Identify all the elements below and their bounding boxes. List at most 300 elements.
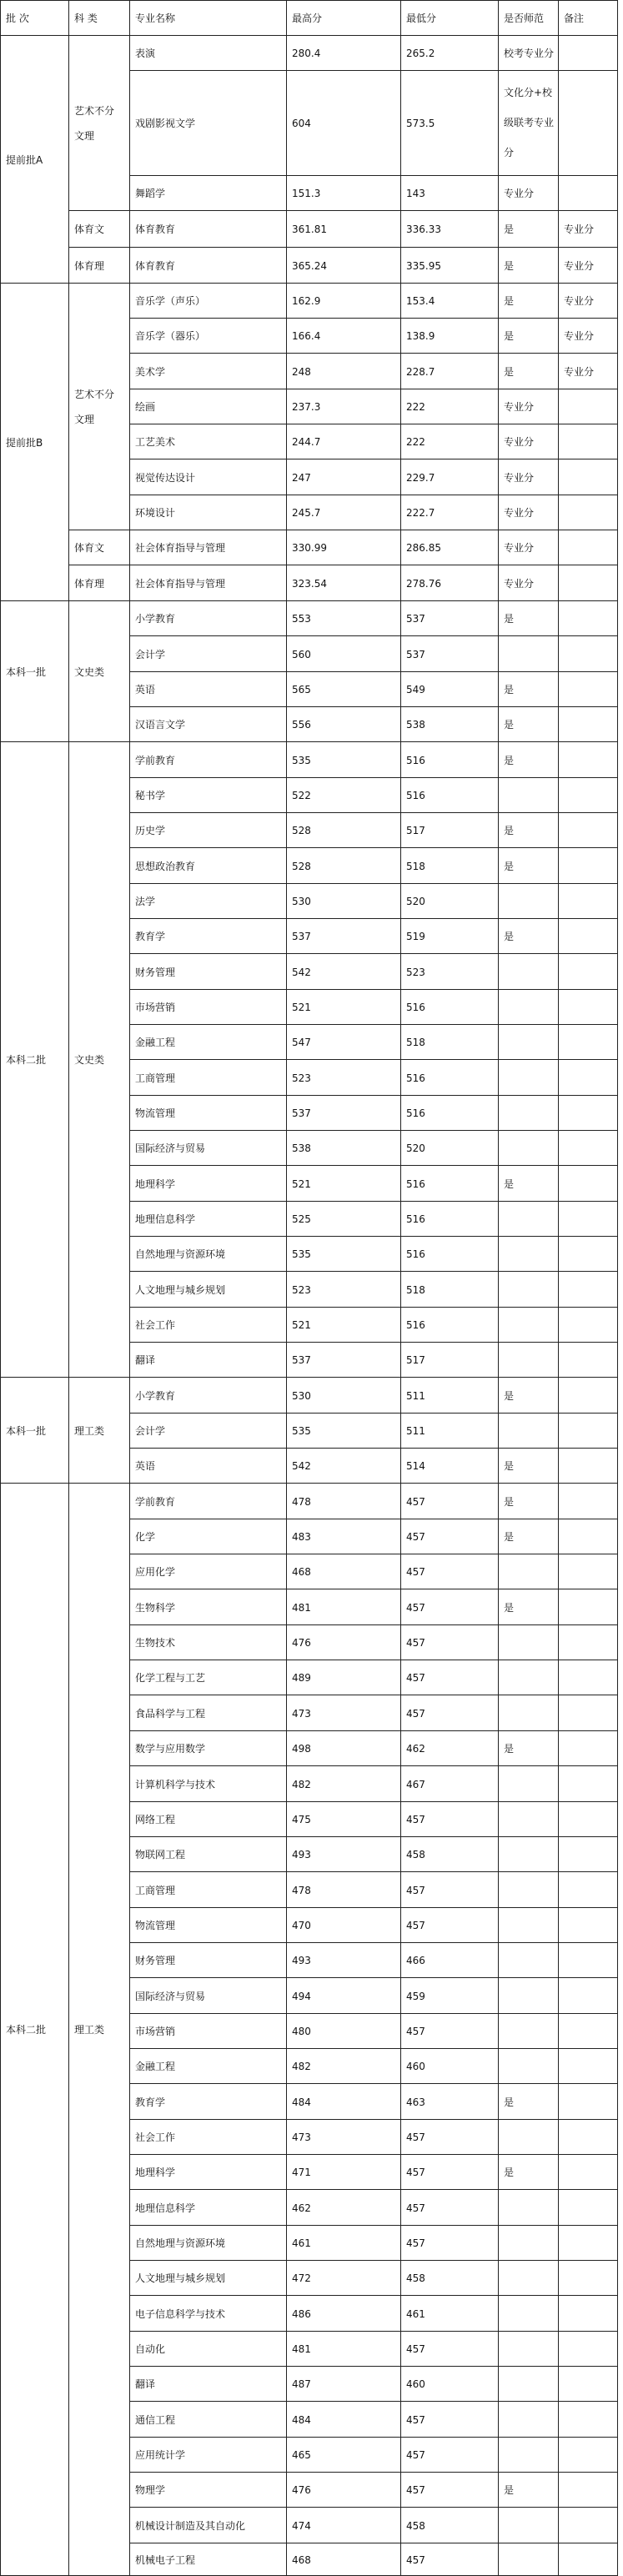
- normal-cell: [498, 1801, 559, 1837]
- major-name: 金融工程: [135, 2061, 176, 2072]
- batch-cell: [0, 600, 69, 742]
- major-name: 音乐学（器乐）: [135, 330, 206, 342]
- max-score: 537: [292, 1107, 311, 1119]
- max-score: 493: [292, 1955, 311, 1966]
- major-name: 人文地理与城乡规划: [135, 2272, 226, 2284]
- remark-cell: [558, 2472, 618, 2508]
- major-name: 秘书学: [135, 790, 166, 801]
- max-score-cell: [286, 2543, 401, 2576]
- category-label: 体育理: [74, 578, 105, 590]
- max-score-cell: [286, 2331, 401, 2367]
- min-score: 457: [406, 1637, 425, 1649]
- max-score-cell: [286, 812, 401, 848]
- remark-cell: [558, 1942, 618, 1978]
- min-score: 460: [406, 2061, 425, 2072]
- major-cell: [129, 35, 287, 71]
- normal-value: 专业分: [504, 578, 535, 590]
- min-score: 516: [406, 1107, 425, 1119]
- max-score-cell: [286, 1695, 401, 1731]
- remark-value: 专业分: [564, 223, 595, 235]
- major-cell: [129, 2013, 287, 2049]
- normal-cell: [498, 918, 559, 954]
- min-score-cell: [400, 70, 499, 176]
- max-score: 237.3: [292, 401, 321, 413]
- min-score-cell: [400, 953, 499, 990]
- major-cell: [129, 953, 287, 990]
- remark-cell: [558, 1801, 618, 1837]
- major-cell: [129, 1801, 287, 1837]
- remark-cell: [558, 1589, 618, 1625]
- major-name: 食品科学与工程: [135, 1708, 206, 1720]
- max-score: 483: [292, 1531, 311, 1543]
- remark-cell: [558, 175, 618, 211]
- max-score-cell: [286, 1589, 401, 1625]
- normal-cell: [498, 283, 559, 319]
- min-score-cell: [400, 635, 499, 672]
- min-score: 461: [406, 2308, 425, 2320]
- min-score: 516: [406, 790, 425, 801]
- max-score-cell: [286, 459, 401, 495]
- max-score: 474: [292, 2520, 311, 2532]
- major-name: 工艺美术: [135, 436, 176, 448]
- max-score-cell: [286, 424, 401, 459]
- min-score: 153.4: [406, 295, 435, 307]
- max-score-cell: [286, 210, 401, 248]
- major-cell: [129, 1483, 287, 1519]
- max-score: 462: [292, 2202, 311, 2214]
- major-name: 社会工作: [135, 2132, 176, 2143]
- normal-cell: [498, 2331, 559, 2367]
- batch-label: 提前批A: [6, 154, 43, 166]
- normal-value: 是: [504, 1602, 515, 1614]
- min-score-cell: [400, 1695, 499, 1731]
- max-score: 473: [292, 2132, 311, 2143]
- max-score-cell: [286, 671, 401, 707]
- min-score: 457: [406, 1566, 425, 1578]
- category-cell: [68, 565, 130, 601]
- major-name: 会计学: [135, 649, 166, 660]
- remark-cell: [558, 989, 618, 1025]
- max-score: 478: [292, 1885, 311, 1896]
- normal-cell: [498, 1342, 559, 1378]
- max-score-cell: [286, 777, 401, 813]
- min-score-cell: [400, 1413, 499, 1449]
- normal-value: 是: [504, 2167, 515, 2178]
- min-score: 537: [406, 649, 425, 660]
- header-batch: [0, 0, 69, 36]
- category-label: 理工类: [74, 1425, 105, 1437]
- major-cell: [129, 1554, 287, 1589]
- max-score-cell: [286, 1483, 401, 1519]
- normal-cell: [498, 2225, 559, 2261]
- min-score-cell: [400, 2543, 499, 2576]
- min-score: 516: [406, 1213, 425, 1225]
- normal-cell: [498, 1765, 559, 1802]
- remark-value: 专业分: [564, 260, 595, 272]
- normal-cell: [498, 1095, 559, 1131]
- major-cell: [129, 1271, 287, 1308]
- normal-cell: [498, 1836, 559, 1872]
- remark-value: 专业分: [564, 366, 595, 378]
- normal-cell: [498, 1554, 559, 1589]
- remark-cell: [558, 2154, 618, 2190]
- major-name: 体育教育: [135, 260, 176, 272]
- min-score-cell: [400, 2331, 499, 2367]
- normal-cell: [498, 1519, 559, 1554]
- max-score-cell: [286, 283, 401, 319]
- remark-cell: [558, 1624, 618, 1660]
- remark-cell: [558, 1236, 618, 1272]
- max-score-cell: [286, 1095, 401, 1131]
- major-cell: [129, 1730, 287, 1766]
- major-name: 国际经济与贸易: [135, 1142, 206, 1154]
- min-score: 517: [406, 1354, 425, 1366]
- normal-value: 是: [504, 684, 515, 695]
- min-score: 335.95: [406, 260, 441, 272]
- remark-cell: [558, 353, 618, 389]
- remark-value: 专业分: [564, 330, 595, 342]
- major-name: 英语: [135, 684, 156, 695]
- normal-cell: [498, 2013, 559, 2049]
- major-name: 自然地理与资源环境: [135, 1248, 226, 1260]
- major-name: 舞蹈学: [135, 188, 166, 199]
- normal-value: 校考专业分: [504, 48, 555, 59]
- major-cell: [129, 2295, 287, 2332]
- normal-cell: [498, 1695, 559, 1731]
- min-score-cell: [400, 424, 499, 459]
- max-score: 523: [292, 1284, 311, 1296]
- header-min-label: 最低分: [406, 13, 437, 24]
- max-score: 604: [292, 118, 311, 129]
- min-score: 457: [406, 1602, 425, 1614]
- max-score-cell: [286, 2048, 401, 2084]
- major-name: 物联网工程: [135, 1849, 186, 1860]
- min-score: 458: [406, 2520, 425, 2532]
- category-label: 体育文: [74, 223, 105, 235]
- remark-cell: [558, 1554, 618, 1589]
- major-cell: [129, 2543, 287, 2576]
- max-score: 537: [292, 931, 311, 942]
- remark-cell: [558, 2048, 618, 2084]
- header-major: [129, 0, 287, 36]
- min-score-cell: [400, 2437, 499, 2473]
- major-name: 戏剧影视文学: [135, 118, 196, 129]
- normal-cell: [498, 247, 559, 284]
- major-name: 教育学: [135, 931, 166, 942]
- max-score: 487: [292, 2378, 311, 2390]
- remark-cell: [558, 883, 618, 919]
- normal-cell: [498, 530, 559, 565]
- major-cell: [129, 883, 287, 919]
- max-score-cell: [286, 35, 401, 71]
- normal-cell: [498, 1413, 559, 1449]
- major-name: 社会体育指导与管理: [135, 542, 226, 554]
- normal-cell: [498, 1942, 559, 1978]
- category-cell: [68, 1483, 130, 2576]
- normal-cell: [498, 812, 559, 848]
- normal-cell: [498, 706, 559, 742]
- min-score: 460: [406, 2378, 425, 2390]
- category-cell: [68, 283, 130, 530]
- normal-value: 专业分: [504, 436, 535, 448]
- min-score-cell: [400, 565, 499, 601]
- normal-value: 级联考专业: [504, 117, 555, 128]
- header-major-label: 专业名称: [135, 13, 176, 24]
- major-cell: [129, 2225, 287, 2261]
- min-score: 511: [406, 1425, 425, 1437]
- min-score: 286.85: [406, 542, 441, 554]
- min-score: 265.2: [406, 48, 435, 59]
- major-name: 市场营销: [135, 2026, 176, 2037]
- remark-cell: [558, 635, 618, 672]
- header-remark: [558, 0, 618, 36]
- remark-cell: [558, 1519, 618, 1554]
- normal-cell: [498, 777, 559, 813]
- major-cell: [129, 1201, 287, 1237]
- remark-cell: [558, 2295, 618, 2332]
- normal-value: 是: [504, 613, 515, 625]
- remark-cell: [558, 1201, 618, 1237]
- min-score: 222: [406, 436, 425, 448]
- max-score-cell: [286, 247, 401, 284]
- major-name: 化学: [135, 1531, 156, 1543]
- min-score: 457: [406, 2026, 425, 2037]
- min-score-cell: [400, 459, 499, 495]
- major-cell: [129, 918, 287, 954]
- remark-cell: [558, 318, 618, 354]
- min-score: 549: [406, 684, 425, 695]
- max-score-cell: [286, 2013, 401, 2049]
- remark-cell: [558, 741, 618, 778]
- major-cell: [129, 1589, 287, 1625]
- major-cell: [129, 389, 287, 424]
- max-score-cell: [286, 2225, 401, 2261]
- category-label: 理工类: [74, 2024, 105, 2036]
- major-name: 地理科学: [135, 2167, 176, 2178]
- remark-cell: [558, 600, 618, 636]
- min-score: 457: [406, 2202, 425, 2214]
- normal-cell: [498, 1871, 559, 1908]
- normal-cell: [498, 671, 559, 707]
- remark-cell: [558, 1448, 618, 1484]
- max-score-cell: [286, 2260, 401, 2296]
- min-score: 457: [406, 2554, 425, 2566]
- min-score: 517: [406, 825, 425, 836]
- category-label: 艺术不分文理: [74, 105, 115, 142]
- normal-cell: [498, 1660, 559, 1695]
- max-score-cell: [286, 1236, 401, 1272]
- max-score-cell: [286, 1977, 401, 2014]
- max-score-cell: [286, 495, 401, 530]
- major-name: 生物科学: [135, 1602, 176, 1614]
- normal-cell: [498, 70, 559, 176]
- min-score: 457: [406, 1672, 425, 1684]
- major-name: 市场营销: [135, 1002, 176, 1013]
- category-cell: [68, 600, 130, 742]
- min-score: 138.9: [406, 330, 435, 342]
- normal-cell: [498, 953, 559, 990]
- max-score: 247: [292, 472, 311, 484]
- max-score: 166.4: [292, 330, 321, 342]
- min-score-cell: [400, 210, 499, 248]
- major-cell: [129, 1236, 287, 1272]
- min-score-cell: [400, 1095, 499, 1131]
- normal-value: 分: [504, 147, 515, 158]
- remark-cell: [558, 706, 618, 742]
- major-cell: [129, 600, 287, 636]
- remark-cell: [558, 247, 618, 284]
- major-cell: [129, 1660, 287, 1695]
- min-score-cell: [400, 883, 499, 919]
- remark-cell: [558, 283, 618, 319]
- max-score-cell: [286, 389, 401, 424]
- min-score-cell: [400, 247, 499, 284]
- min-score: 457: [406, 2237, 425, 2249]
- min-score-cell: [400, 2366, 499, 2402]
- min-score-cell: [400, 389, 499, 424]
- remark-cell: [558, 2083, 618, 2120]
- major-cell: [129, 70, 287, 176]
- header-normal: [498, 0, 559, 36]
- max-score-cell: [286, 1413, 401, 1449]
- major-cell: [129, 2331, 287, 2367]
- max-score-cell: [286, 600, 401, 636]
- header-min: [400, 0, 499, 36]
- remark-cell: [558, 2013, 618, 2049]
- category-cell: [68, 247, 130, 284]
- major-cell: [129, 1413, 287, 1449]
- max-score-cell: [286, 2366, 401, 2402]
- category-cell: [68, 530, 130, 565]
- major-cell: [129, 1765, 287, 1802]
- min-score-cell: [400, 2048, 499, 2084]
- major-cell: [129, 2189, 287, 2226]
- max-score-cell: [286, 1871, 401, 1908]
- normal-value: 是: [504, 719, 515, 731]
- max-score: 528: [292, 825, 311, 836]
- normal-cell: [498, 1130, 559, 1166]
- max-score-cell: [286, 530, 401, 565]
- min-score: 459: [406, 1991, 425, 2002]
- normal-value: 是: [504, 2096, 515, 2108]
- major-cell: [129, 1942, 287, 1978]
- major-name: 电子信息科学与技术: [135, 2308, 226, 2320]
- remark-cell: [558, 1342, 618, 1378]
- max-score-cell: [286, 2437, 401, 2473]
- major-cell: [129, 1624, 287, 1660]
- normal-cell: [498, 2543, 559, 2576]
- remark-cell: [558, 953, 618, 990]
- major-name: 化学工程与工艺: [135, 1672, 206, 1684]
- normal-cell: [498, 565, 559, 601]
- major-cell: [129, 741, 287, 778]
- major-cell: [129, 706, 287, 742]
- max-score: 521: [292, 1178, 311, 1190]
- header-category: [68, 0, 130, 36]
- major-name: 地理信息科学: [135, 1213, 196, 1225]
- remark-cell: [558, 389, 618, 424]
- max-score: 468: [292, 2554, 311, 2566]
- major-name: 环境设计: [135, 507, 176, 519]
- min-score-cell: [400, 1236, 499, 1272]
- normal-cell: [498, 2401, 559, 2438]
- major-name: 表演: [135, 48, 156, 59]
- normal-cell: [498, 989, 559, 1025]
- normal-cell: [498, 1271, 559, 1308]
- major-name: 学前教育: [135, 755, 176, 766]
- major-name: 物流管理: [135, 1107, 176, 1119]
- major-name: 绘画: [135, 401, 156, 413]
- min-score-cell: [400, 1483, 499, 1519]
- major-cell: [129, 989, 287, 1025]
- max-score-cell: [286, 353, 401, 389]
- major-cell: [129, 1907, 287, 1943]
- min-score: 457: [406, 1885, 425, 1896]
- major-cell: [129, 210, 287, 248]
- remark-cell: [558, 2437, 618, 2473]
- major-name: 会计学: [135, 1425, 166, 1437]
- min-score: 516: [406, 1072, 425, 1084]
- major-cell: [129, 1165, 287, 1202]
- major-cell: [129, 2119, 287, 2155]
- major-name: 英语: [135, 1460, 156, 1472]
- normal-value: 专业分: [504, 542, 535, 554]
- normal-cell: [498, 424, 559, 459]
- min-score: 457: [406, 1920, 425, 1931]
- min-score: 537: [406, 613, 425, 625]
- min-score: 516: [406, 1178, 425, 1190]
- normal-cell: [498, 353, 559, 389]
- min-score: 519: [406, 931, 425, 942]
- max-score: 521: [292, 1002, 311, 1013]
- min-score-cell: [400, 671, 499, 707]
- min-score-cell: [400, 1519, 499, 1554]
- min-score-cell: [400, 1024, 499, 1060]
- normal-value: 是: [504, 330, 515, 342]
- max-score: 535: [292, 755, 311, 766]
- max-score-cell: [286, 989, 401, 1025]
- max-score: 538: [292, 1142, 311, 1154]
- max-score-cell: [286, 1907, 401, 1943]
- max-score: 530: [292, 896, 311, 907]
- header-batch-label: 批 次: [6, 13, 29, 24]
- major-cell: [129, 671, 287, 707]
- remark-cell: [558, 1871, 618, 1908]
- max-score-cell: [286, 1271, 401, 1308]
- remark-cell: [558, 1660, 618, 1695]
- remark-cell: [558, 495, 618, 530]
- category-label: 体育理: [74, 260, 105, 272]
- min-score-cell: [400, 600, 499, 636]
- max-score-cell: [286, 1624, 401, 1660]
- max-score: 478: [292, 1496, 311, 1508]
- normal-value: 是: [504, 2484, 515, 2496]
- major-name: 工商管理: [135, 1885, 176, 1896]
- normal-value: 是: [504, 366, 515, 378]
- normal-cell: [498, 1377, 559, 1414]
- normal-cell: [498, 2437, 559, 2473]
- remark-cell: [558, 424, 618, 459]
- major-cell: [129, 1695, 287, 1731]
- min-score-cell: [400, 1307, 499, 1343]
- remark-cell: [558, 2507, 618, 2543]
- remark-cell: [558, 777, 618, 813]
- min-score: 518: [406, 1284, 425, 1296]
- major-cell: [129, 2507, 287, 2543]
- min-score-cell: [400, 1660, 499, 1695]
- remark-cell: [558, 1483, 618, 1519]
- normal-cell: [498, 175, 559, 211]
